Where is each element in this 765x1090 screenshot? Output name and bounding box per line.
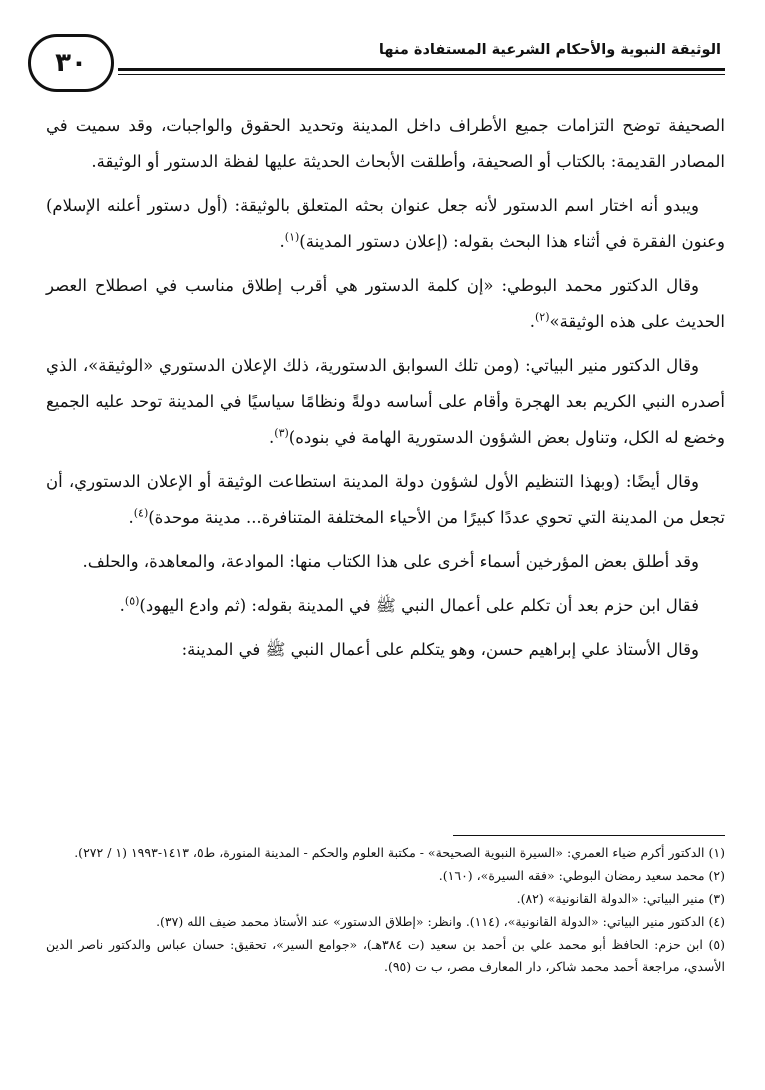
footnote: (٥) ابن حزم: الحافظ أبو محمد علي بن أحمد بن سعيد (ت ٣٨٤هـ)، «جوامع السير»، تحقيق: حسان عباس والدكتور ناصر الدين الأسدي، مراجعة أحمد محمد شاكر، دار المعارف مصر، ب ت (٩٥). bbox=[46, 937, 725, 974]
page-header bbox=[28, 28, 725, 108]
footnote: (٣) منير البياتي: «الدولة القانونية» (٨٢). bbox=[516, 891, 725, 906]
paragraph: فقال ابن حزم بعد أن تكلم على أعمال النبي ﷺ في المدينة بقوله: (ثم وادع اليهود)$^{(٥)}$. bbox=[119, 594, 699, 615]
footnote-ref[interactable]: (١) bbox=[284, 230, 300, 244]
paragraph: الصحيفة توضح التزامات جميع الأطراف داخل المدينة وتحديد الحقوق والواجبات، وقد سميت في المصادر القديمة: بالكتاب أو الصحيفة، وأطلقت الأبحاث الحديثة عليها لفظة الدستور أو الوثيقة. bbox=[46, 116, 725, 171]
header-rule bbox=[118, 68, 725, 71]
footnote-ref[interactable]: (٢) bbox=[534, 310, 550, 324]
main-text bbox=[46, 108, 725, 676]
footnote-ref[interactable]: (٤) bbox=[133, 506, 149, 520]
footnote-ref[interactable]: (٥) bbox=[124, 594, 140, 608]
paragraph: وقال الدكتور محمد البوطي: «إن كلمة الدستور هي أقرب إطلاق مناسب في اصطلاح العصر الحديث على هذه الوثيقة»$^{(٢)}$. bbox=[46, 276, 725, 331]
footnote: (٢) محمد سعيد رمضان البوطي: «فقه السيرة»، (١٦٠). bbox=[438, 868, 725, 883]
footnote-ref[interactable]: (٣) bbox=[274, 426, 289, 440]
paragraph: وقال الدكتور منير البياتي: (ومن تلك السوابق الدستورية، ذلك الإعلان الدستوري «الوثيقة»، الذي أصدره النبي الكريم بعد الهجرة وأقام على أساسه دولةً ونظامًا سياسيًا في المدينة توحد عليه الجميع وخضع له الكل، وتناول بعض الشؤون الدستورية الهامة في بنوده)$^{(٣)}$. bbox=[46, 356, 725, 447]
footnote: (١) الدكتور أكرم ضياء العمري: «السيرة النبوية الصحيحة» - مكتبة العلوم والحكم - المدينة المنورة، ط٥، ١٤١٣-١٩٩٣ (١ / ٢٧٢). bbox=[74, 845, 725, 860]
footnote-separator bbox=[453, 835, 725, 836]
paragraph: وقد أطلق بعض المؤرخين أسماء أخرى على هذا الكتاب منها: الموادعة، والمعاهدة، والحلف. bbox=[82, 552, 699, 571]
page-number: ٣٠ bbox=[28, 34, 114, 92]
footnote: (٤) الدكتور منير البياتي: «الدولة القانونية»، (١١٤). وانظر: «إطلاق الدستور» عند الأستاذ محمد ضيف الله (٣٧). bbox=[156, 914, 725, 929]
header-rule-thin bbox=[118, 74, 725, 75]
running-title: الوثيقة النبوية والأحكام الشرعية المستفادة منها bbox=[378, 42, 721, 58]
paragraph: وقال أيضًا: (وبهذا التنظيم الأول لشؤون دولة المدينة استطاعت الوثيقة أو الإعلان الدستوري، أن تجعل من المدينة التي تحوي عددًا كبيرًا من الأحياء المختلفة المتنافرة... مدينة موحدة)$^{(٤)}$. bbox=[46, 472, 725, 527]
paragraph: ويبدو أنه اختار اسم الدستور لأنه جعل عنوان بحثه المتعلق بالوثيقة: (أول دستور أعلنه الإسلام) وعنون الفقرة في أثناء هذا البحث بقوله: (إعلان دستور المدينة)$^{(١)}$. bbox=[46, 196, 725, 251]
paragraph: وقال الأستاذ علي إبراهيم حسن، وهو يتكلم على أعمال النبي ﷺ في المدينة: bbox=[181, 640, 699, 659]
footnotes bbox=[46, 842, 725, 979]
